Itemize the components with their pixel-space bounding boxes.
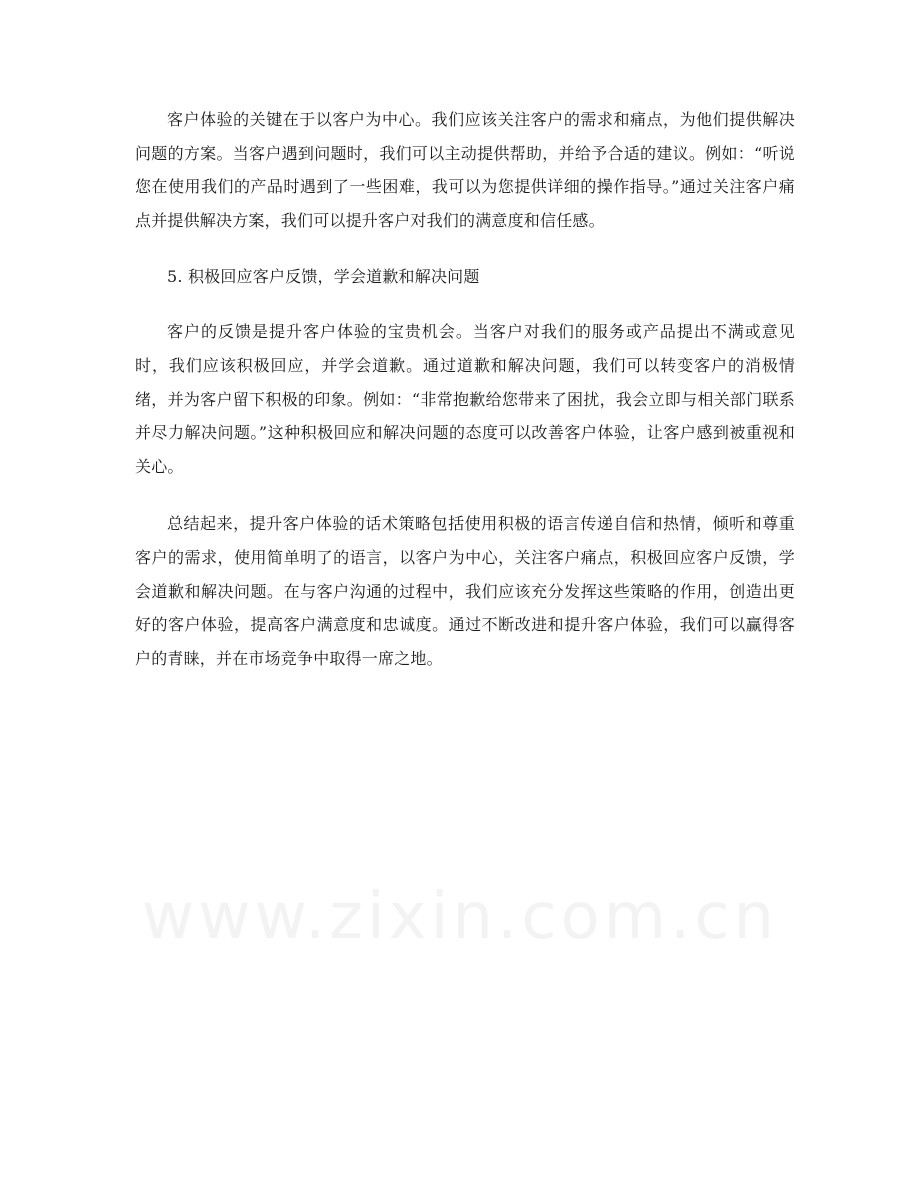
paragraph-feedback: 客户的反馈是提升客户体验的宝贵机会。当客户对我们的服务或产品提出不满或意见时，我们应该积极回应，并学会道歉。通过道歉和解决问题，我们可以转变客户的消极情绪，并为客户留下积极的印象。例如：“非常抱歉给您带来了困扰，我会立即与相关部门联系并尽力解决问题。”这种积极回应和解决问题的态度可以改善客户体验，让客户感到被重视和关心。 xyxy=(135,322,795,476)
paragraph-summary: 总结起来，提升客户体验的话术策略包括使用积极的语言传递自信和热情，倾听和尊重客户的需求，使用简单明了的语言，以客户为中心，关注客户痛点，积极回应客户反馈，学会道歉和解决问题。在与客户沟通的过程中，我们应该充分发挥这些策略的作用，创造出更好的客户体验，提高客户满意度和忠诚度。通过不断改进和提升客户体验，我们可以赢得客户的青睐，并在市场竞争中取得一席之地。 xyxy=(135,514,795,668)
section-heading-5: 5. 积极回应客户反馈，学会道歉和解决问题 xyxy=(167,267,480,287)
watermark: www.zixin.com.cn xyxy=(141,880,779,954)
paragraph-customer-centric: 客户体验的关键在于以客户为中心。我们应该关注客户的需求和痛点，为他们提供解决问题的方案。当客户遇到问题时，我们可以主动提供帮助，并给予合适的建议。例如：“听说您在使用我们的产品时遇到了一些困难，我可以为您提供详细的操作指导。”通过关注客户痛点并提供解决方案，我们可以提升客户对我们的满意度和信任感。 xyxy=(135,110,795,230)
document-body xyxy=(135,103,795,699)
